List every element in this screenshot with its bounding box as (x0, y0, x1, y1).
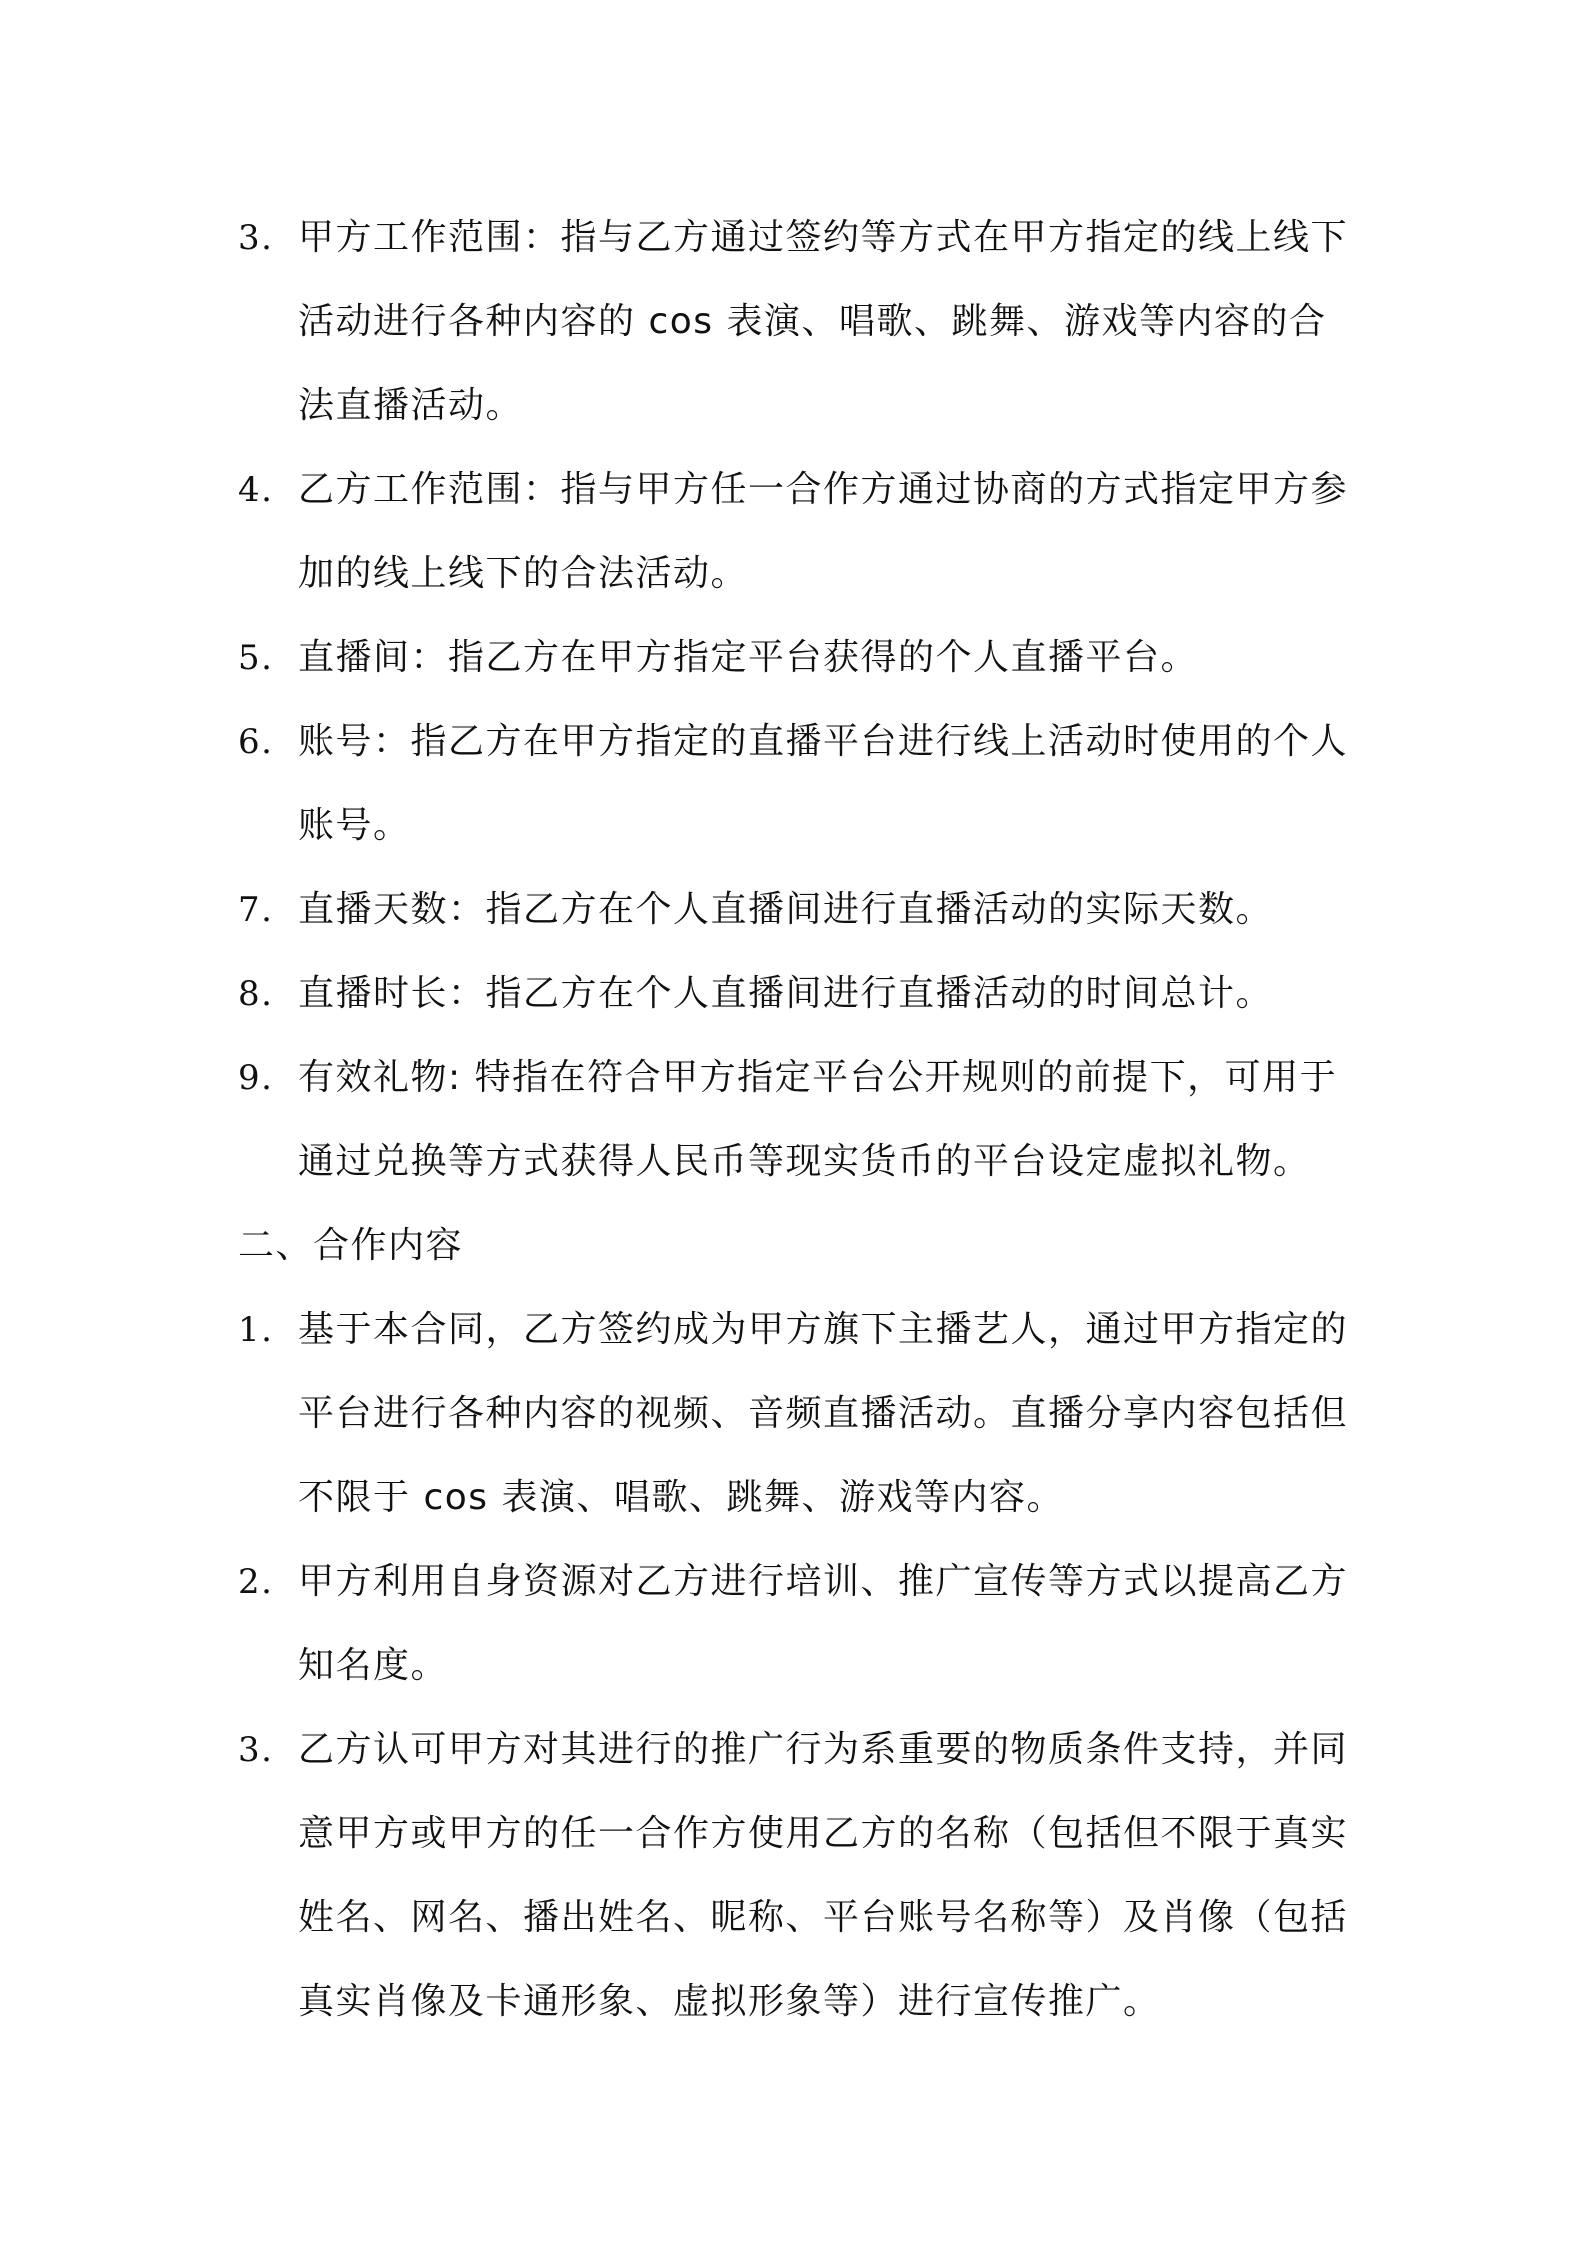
item-number: 5. (238, 638, 274, 678)
list-item (238, 448, 1358, 616)
list-item (238, 196, 1358, 448)
item-number: 8. (238, 974, 274, 1014)
item-number: 7. (238, 890, 274, 930)
item-text: 基于本合同，乙方签约成为甲方旗下主播艺人，通过甲方指定的平台进行各种内容的视频、音频直播活动。直播分享内容包括但不限于 cos 表演、唱歌、跳舞、游戏等内容。 (298, 1309, 1349, 1518)
list-item (238, 868, 1358, 952)
item-number: 2. (238, 1562, 274, 1602)
list-item (238, 952, 1358, 1036)
item-number: 4. (238, 470, 274, 510)
item-text: 直播时长：指乙方在个人直播间进行直播活动的时间总计。 (298, 973, 1274, 1014)
item-text: 乙方认可甲方对其进行的推广行为系重要的物质条件支持，并同意甲方或甲方的任一合作方使用乙方的名称（包括但不限于真实姓名、网名、播出姓名、昵称、平台账号名称等）及肖像（包括真实肖像及卡通形象、虚拟形象等）进行宣传推广。 (298, 1729, 1349, 2022)
item-text: 账号：指乙方在甲方指定的直播平台进行线上活动时使用的个人账号。 (298, 721, 1349, 846)
item-number: 3. (238, 218, 274, 258)
item-text: 直播天数：指乙方在个人直播间进行直播活动的实际天数。 (298, 889, 1274, 930)
item-number: 3. (238, 1730, 274, 1770)
section-heading: 二、合作内容 (238, 1225, 464, 1266)
item-text: 乙方工作范围：指与甲方任一合作方通过协商的方式指定甲方参加的线上线下的合法活动。 (298, 469, 1349, 594)
item-number: 1. (238, 1310, 274, 1350)
item-text: 甲方利用自身资源对乙方进行培训、推广宣传等方式以提高乙方知名度。 (298, 1561, 1349, 1686)
item-text: 有效礼物: 特指在符合甲方指定平台公开规则的前提下，可用于通过兑换等方式获得人民币等现实货币的平台设定虚拟礼物。 (298, 1057, 1338, 1182)
item-text: 直播间：指乙方在甲方指定平台获得的个人直播平台。 (298, 637, 1199, 678)
list-item (238, 1540, 1358, 1708)
list-item (238, 1036, 1358, 1204)
document-body (238, 196, 1358, 2044)
list-item (238, 700, 1358, 868)
item-number: 9. (238, 1058, 274, 1098)
item-number: 6. (238, 722, 274, 762)
item-text: 甲方工作范围：指与乙方通过签约等方式在甲方指定的线上线下活动进行各种内容的 cos 表演、唱歌、跳舞、游戏等内容的合法直播活动。 (298, 217, 1349, 426)
list-item (238, 616, 1358, 700)
list-item (238, 1708, 1358, 2044)
list-item (238, 1288, 1358, 1540)
